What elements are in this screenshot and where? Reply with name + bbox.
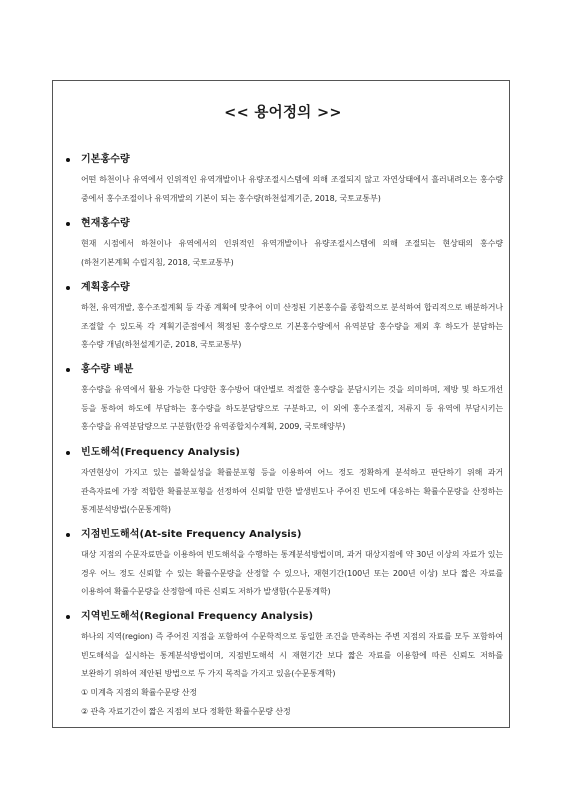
term-description: 하천, 유역개발, 홍수조절계획 등 각종 계획에 맞추어 이미 산정된 기본홍수를 종합적으로 분석하여 합리적으로 배분하거나 조절할 수 있도록 각 계획기준점에서 책정된 홍수량으로 기본홍수량에서 유역분담 홍수량을 제외 후 하도가 분담하는 홍수량 개념(하천설계기준, 2018, 국토교통부) xyxy=(81,303,503,350)
term-entry-regional-frequency xyxy=(0,609,566,716)
bullet-icon xyxy=(66,286,70,290)
term-title: 빈도해석(Frequency Analysis) xyxy=(81,447,241,458)
term-title: 계획홍수량 xyxy=(81,282,130,293)
term-entry-basic-flood xyxy=(0,152,566,203)
term-description: 어떤 하천이나 유역에서 인위적인 유역개발이나 유량조절시스템에 의해 조절되지 않고 자연상태에서 흘러내려오는 홍수량 중에서 홍수조절이나 유역개발의 기본이 되는 홍수량(하천설계기준, 2018, 국토교통부) xyxy=(81,175,503,203)
term-description: 하나의 지역(region) 즉 주어진 지점을 포함하여 수문학적으로 동일한 조건을 만족하는 주변 지점의 자료를 모두 포함하여 빈도해석을 실시하는 통계분석방법이며, 지점빈도해석 시 재현기간 보다 짧은 자료를 이용함에 따른 신뢰도 저하를 보완하기 위하여 제안된 방법으로 두 가지 목적을 가지고 있음(수문통계학) ① 미계측 지점의 확률수문량 산정 ② 관측 자료기간이 짧은 지점의 보다 정확한 확률수문량 산정 xyxy=(81,628,503,722)
bullet-icon xyxy=(66,158,70,162)
term-title: 홍수량 배분 xyxy=(81,364,134,375)
term-entry-design-flood xyxy=(0,280,566,350)
term-description: 홍수량을 유역에서 활용 가능한 다양한 홍수방어 대안별로 적절한 홍수량을 분담시키는 것을 의미하며, 제방 및 하도개선 등을 통하여 하도에 부담하는 홍수량을 하도분담량으로 구분하고, 이 외에 홍수조절지, 저류지 등 유역에 부담시키는 홍수량을 유역분담량으로 구분함(한강 유역종합치수계획, 2009, 국토해양부) xyxy=(81,385,503,432)
term-description: 대상 지점의 수문자료만을 이용하여 빈도해석을 수행하는 통계분석방법이며, 과거 대상지점에 약 30년 이상의 자료가 있는 경우 어느 정도 신뢰할 수 있는 확률수문량을 산정할 수 있으나, 재현기간(100년 또는 200년 이상) 보다 짧은 자료를 이용하여 확률수문량을 산정함에 따른 신뢰도 저하가 발생함(수문통계학) xyxy=(81,550,503,597)
bullet-icon xyxy=(66,222,70,226)
term-entry-frequency-analysis xyxy=(0,445,566,515)
term-description: 현재 시점에서 하천이나 유역에서의 인위적인 유역개발이나 유량조절시스템에 의해 조절되는 현상태의 홍수량(하천기본계획 수립지침, 2018, 국토교통부) xyxy=(81,239,503,267)
term-title: 현재홍수량 xyxy=(81,218,130,229)
bullet-icon xyxy=(66,615,70,619)
term-description: 자연현상이 가지고 있는 불확실성을 확률분포형 등을 이용하여 어느 정도 정확하게 분석하고 판단하기 위해 과거 관측자료에 가장 적합한 확률분포형을 선정하여 신뢰할 만한 발생빈도나 주어진 빈도에 대응하는 확률수문량을 산정하는 통계분석방법(수문통계학) xyxy=(81,468,503,515)
bullet-icon xyxy=(66,368,70,372)
list-item: ② 관측 자료기간이 짧은 지점의 보다 정확한 확률수문량 산정 xyxy=(81,706,291,716)
term-title: 기본홍수량 xyxy=(81,154,130,165)
bullet-icon xyxy=(66,451,70,455)
term-entry-flood-allocation xyxy=(0,362,566,432)
term-title: 지점빈도해석(At-site Frequency Analysis) xyxy=(81,529,302,540)
term-title: 지역빈도해석(Regional Frequency Analysis) xyxy=(81,611,314,622)
page-title: << 용어정의 >> xyxy=(224,105,342,121)
term-entry-current-flood xyxy=(0,216,566,267)
bullet-icon xyxy=(66,533,70,537)
list-item: ① 미계측 지점의 확률수문량 산정 xyxy=(81,688,198,698)
term-entry-at-site-frequency xyxy=(0,527,566,597)
